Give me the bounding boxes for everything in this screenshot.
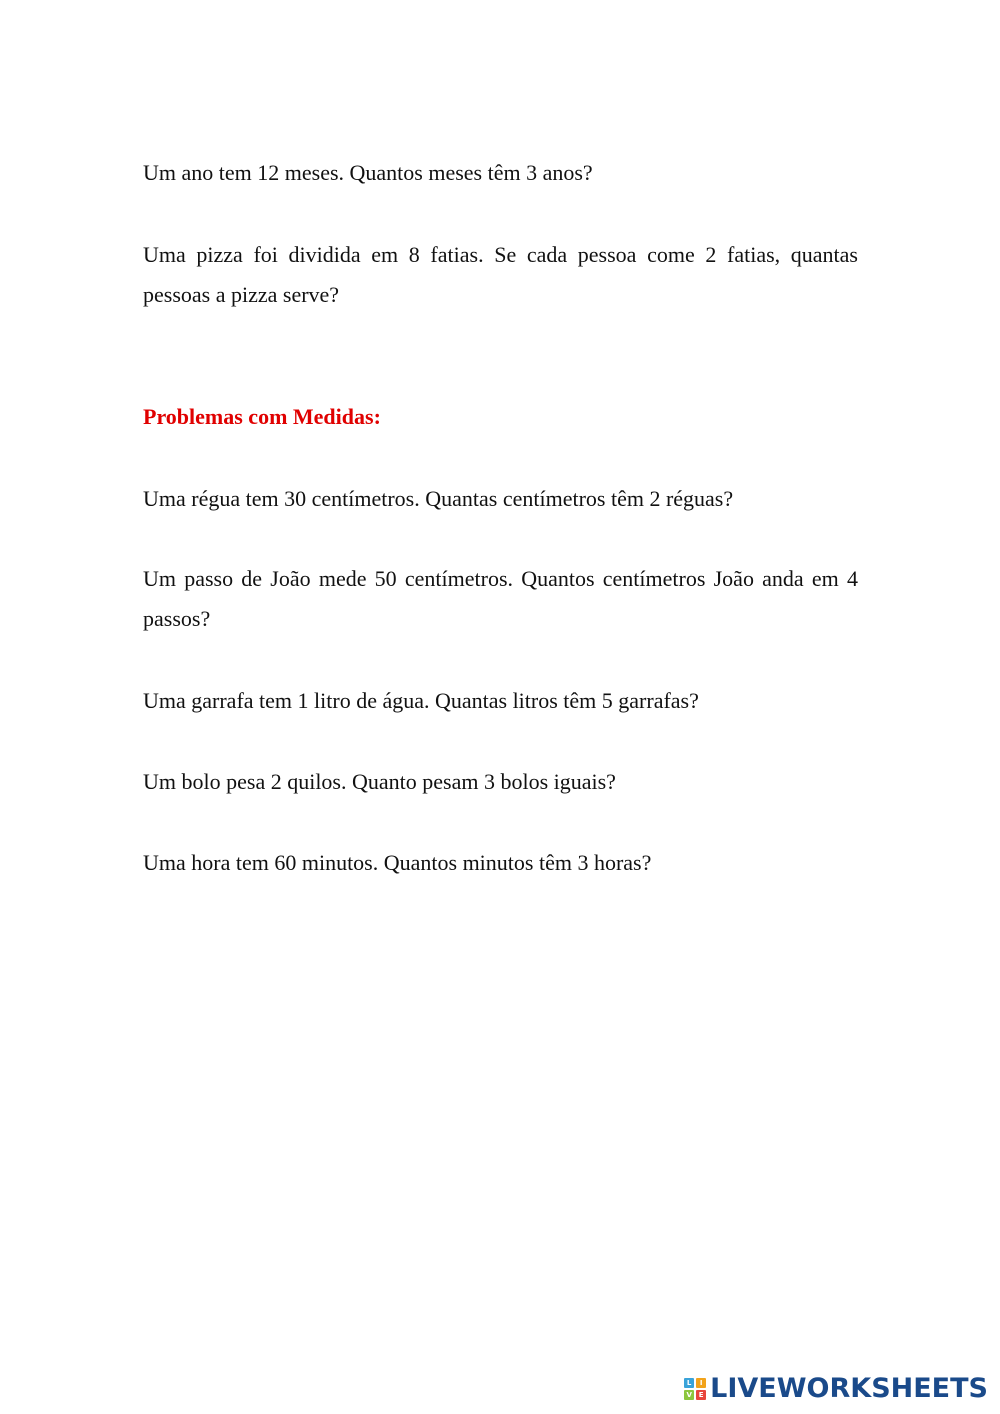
question-year-months: Um ano tem 12 meses. Quantos meses têm 3 anos? [143,160,593,185]
question-bottle: Uma garrafa tem 1 litro de água. Quantas litros têm 5 garrafas? [143,688,699,713]
question-steps: Um passo de João mede 50 centímetros. Quantos centímetros João anda em 4 passos? [143,566,858,631]
logo-tile-v: V [684,1390,694,1400]
question-ruler: Uma régua tem 30 centímetros. Quantas centímetros têm 2 réguas? [143,486,734,511]
question-cake: Um bolo pesa 2 quilos. Quanto pesam 3 bolos iguais? [143,769,616,794]
question-hour: Uma hora tem 60 minutos. Quantos minutos têm 3 horas? [143,850,652,875]
logo-tile-e: E [696,1390,706,1400]
question-pizza-slices: Uma pizza foi dividida em 8 fatias. Se cada pessoa come 2 fatias, quantas pessoas a pizza serve? [143,242,858,307]
section-heading-measures: Problemas com Medidas: [143,404,381,429]
logo-tiles-icon [684,1378,706,1400]
logo-text: LIVEWORKSHEETS [710,1373,988,1404]
logo-tile-i: I [696,1378,706,1388]
logo-tile-l: L [684,1378,694,1388]
liveworksheets-logo [684,1373,988,1404]
